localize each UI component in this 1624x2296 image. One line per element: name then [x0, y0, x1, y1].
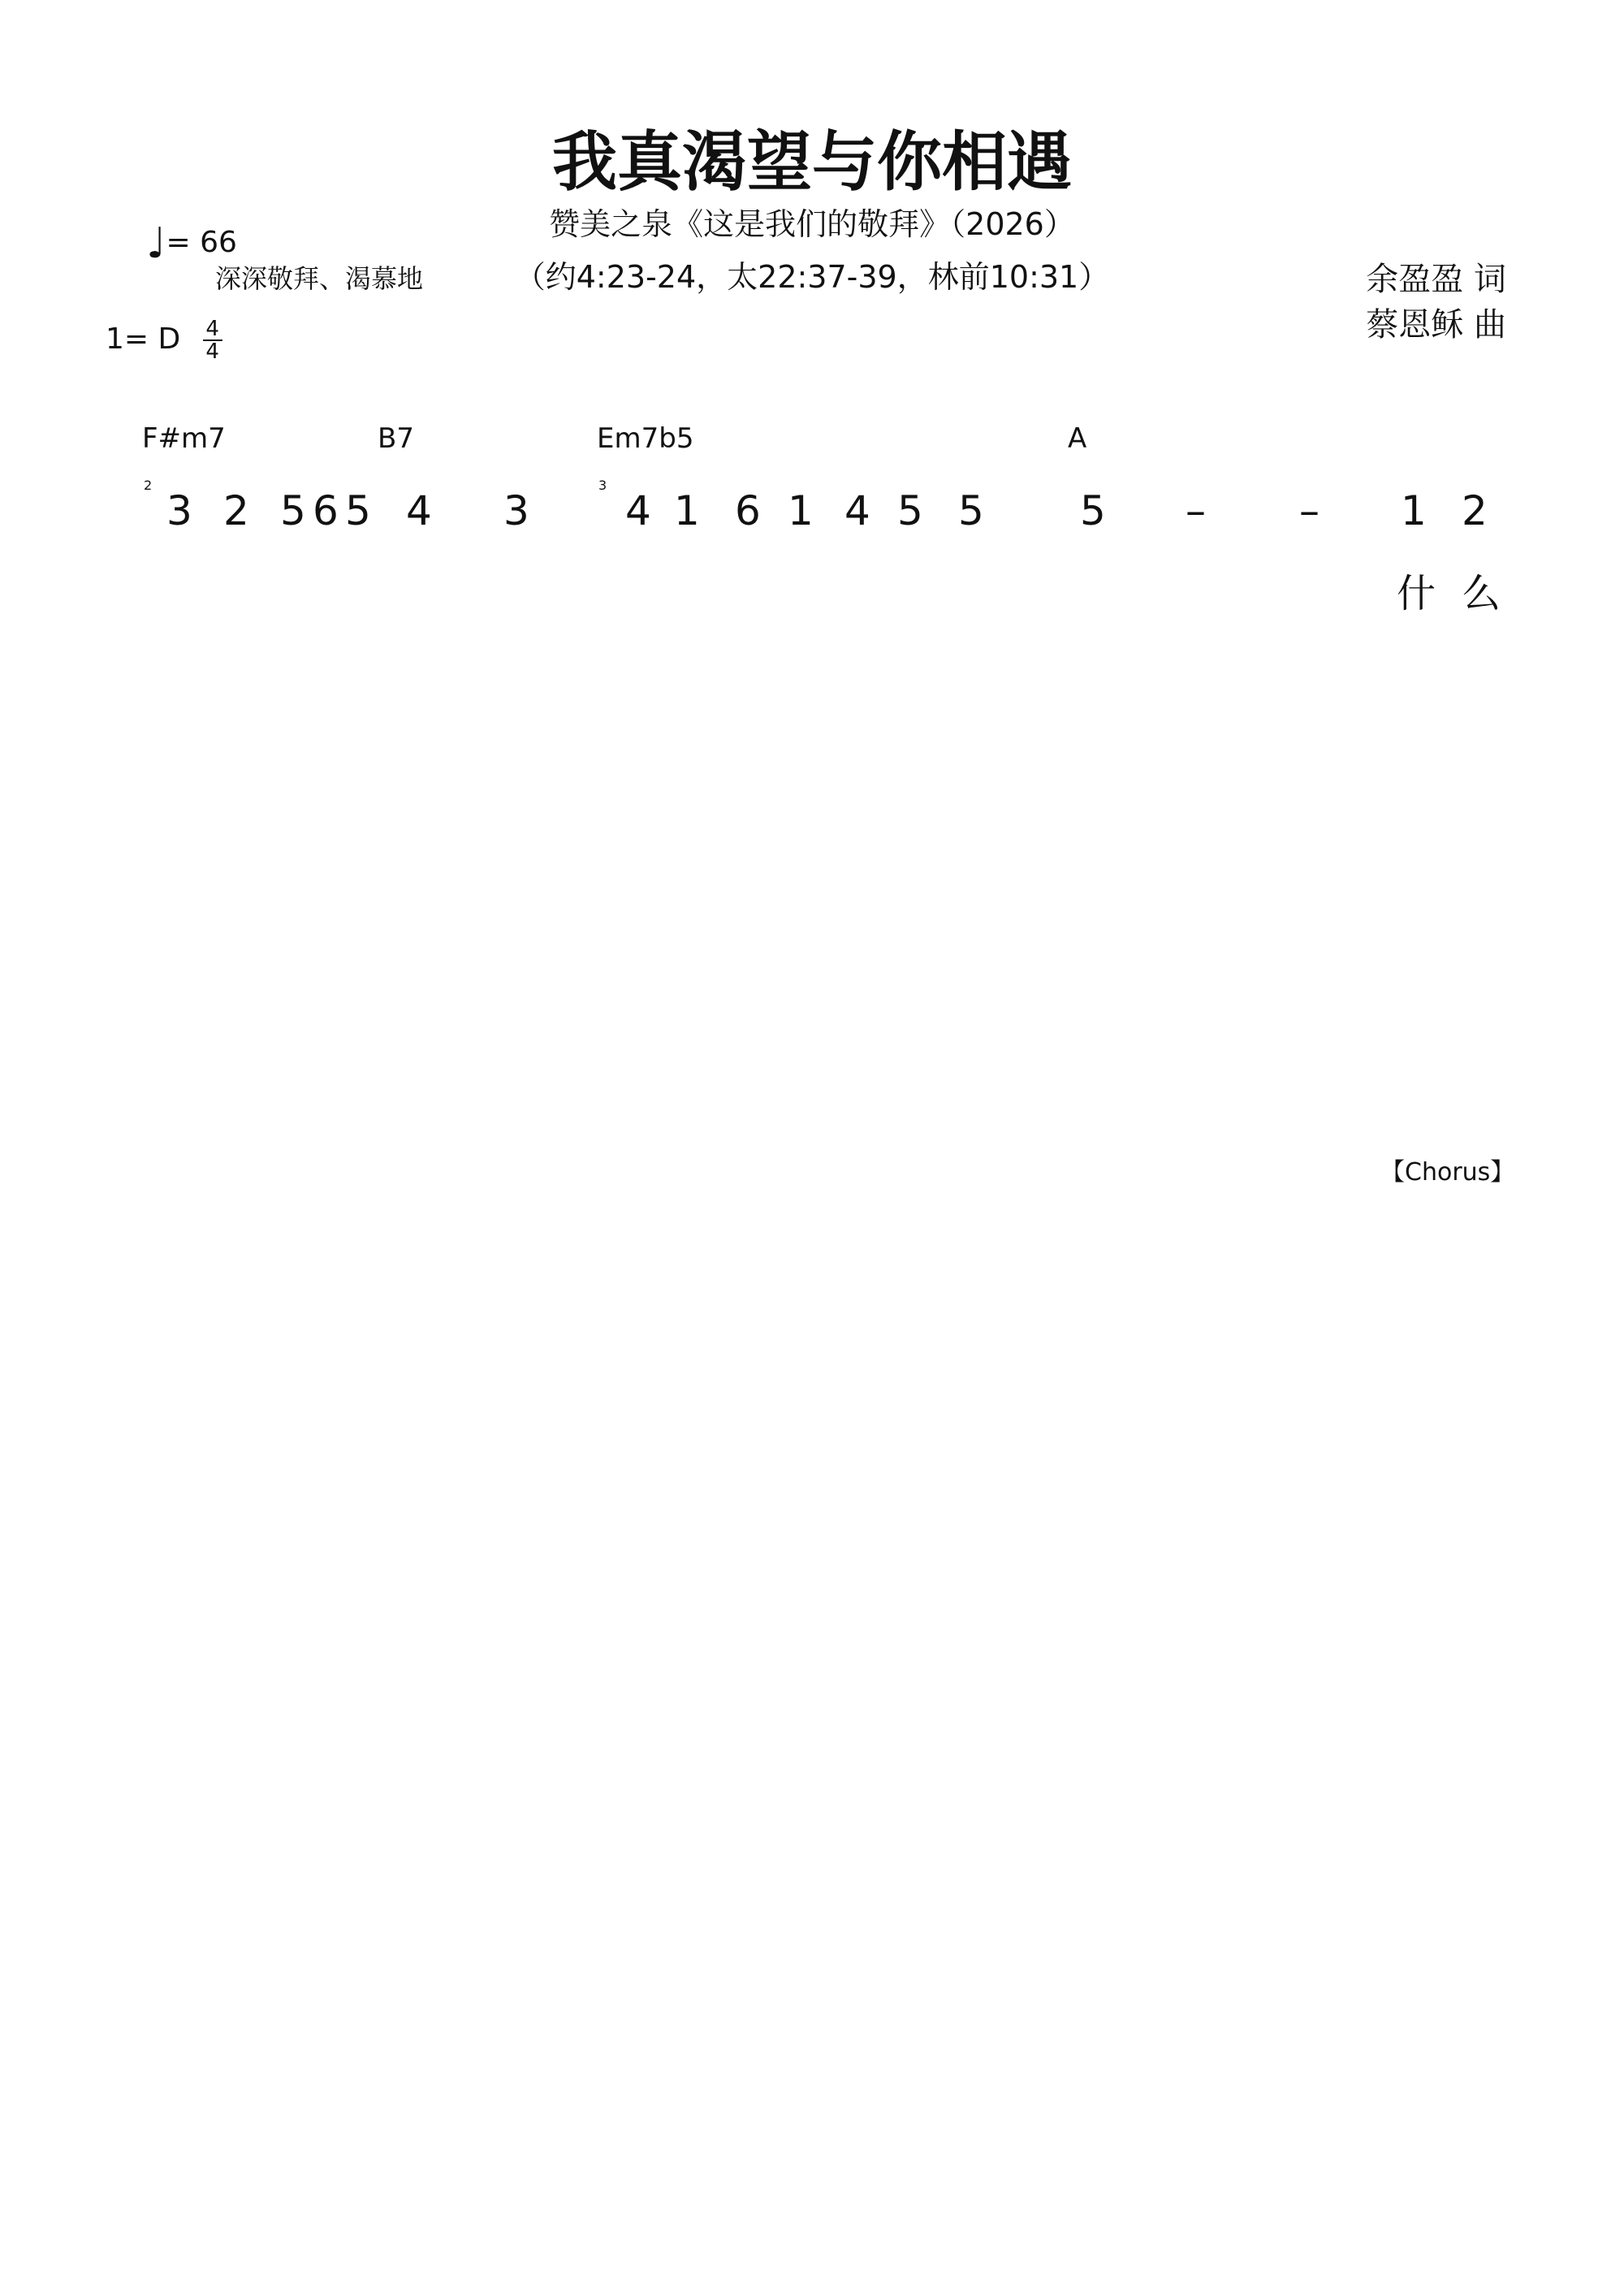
chord-symbol: F#m7	[142, 422, 226, 455]
album-subtitle: 赞美之泉《这是我们的敬拜》（2026）	[549, 206, 1075, 242]
chord-symbol: A	[1068, 422, 1087, 455]
song-title: 我真渴望与你相遇	[552, 124, 1072, 200]
chorus-label: 【Chorus】	[1380, 1158, 1515, 1187]
time-signature-top: 4	[205, 317, 219, 341]
lyricist-credit: 余盈盈 词	[1366, 261, 1506, 298]
tempo-value: = 66	[166, 226, 237, 259]
quarter-note-icon: ♩	[146, 219, 166, 268]
chord-symbol: Em7b5	[597, 422, 694, 455]
grace-note: 3	[598, 478, 607, 493]
chord-symbol: B7	[378, 422, 414, 455]
scripture-reference: （约4:23-24，太22:37-39，林前10:31）	[514, 259, 1110, 295]
expression-marking: 深深敬拜、渴慕地	[215, 263, 424, 294]
grace-note: 2	[144, 478, 153, 493]
key-label: 1= D	[106, 322, 181, 356]
composer-credit: 蔡恩稣 曲	[1366, 306, 1506, 344]
time-signature-bottom: 4	[205, 339, 219, 364]
